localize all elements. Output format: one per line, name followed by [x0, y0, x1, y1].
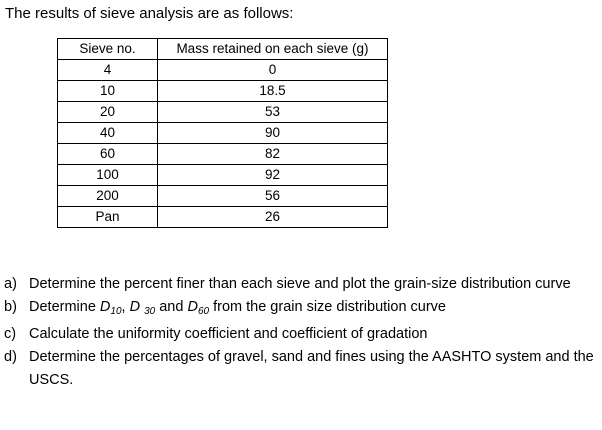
question-b-text	[29, 296, 596, 323]
question-c-marker: c)	[4, 326, 17, 342]
question-d	[4, 346, 596, 392]
question-b-marker: b)	[4, 299, 17, 315]
table-row	[58, 81, 388, 102]
mass-retained-cell: 56	[158, 186, 388, 207]
d30-subscript: 30	[144, 306, 156, 317]
question-c	[4, 323, 596, 346]
header-sieve-no: Sieve no.	[58, 39, 158, 60]
mass-retained-cell: 92	[158, 165, 388, 186]
d60-symbol: D	[187, 299, 198, 315]
d10-symbol: D	[99, 299, 111, 315]
question-a-text: Determine the percent finer than each sieve and plot the grain-size distribution curve	[29, 276, 571, 292]
question-d-marker: d)	[4, 349, 17, 365]
sieve-no-cell: 20	[58, 102, 158, 123]
table-header-row	[58, 39, 388, 60]
table-row	[58, 207, 388, 228]
header-mass-retained: Mass retained on each sieve (g)	[158, 39, 388, 60]
mass-retained-cell: 18.5	[158, 81, 388, 102]
question-b	[4, 296, 596, 323]
table-row	[58, 165, 388, 186]
sieve-no-cell: 200	[58, 186, 158, 207]
sieve-no-cell: 60	[58, 144, 158, 165]
sieve-analysis-table	[57, 38, 388, 228]
table-row	[58, 102, 388, 123]
table-row	[58, 60, 388, 81]
question-a-marker: a)	[4, 276, 17, 292]
d60-subscript: 60	[197, 306, 210, 317]
mass-retained-cell: 26	[158, 207, 388, 228]
question-d-text: Determine the percentages of gravel, sand and fines using the AASHTO system and the USCS.	[29, 349, 594, 388]
question-list	[4, 273, 596, 392]
sieve-no-cell: 4	[58, 60, 158, 81]
question-b-separator-2: and	[155, 299, 188, 315]
d10-subscript: 10	[110, 306, 122, 317]
sieve-no-cell: 10	[58, 81, 158, 102]
sieve-no-cell: Pan	[58, 207, 158, 228]
problem-intro: The results of sieve analysis are as follows:	[5, 5, 294, 22]
table-row	[58, 186, 388, 207]
sieve-no-cell: 40	[58, 123, 158, 144]
question-c-text: Calculate the uniformity coefficient and coefficient of gradation	[29, 326, 428, 342]
mass-retained-cell: 0	[158, 60, 388, 81]
table-row	[58, 123, 388, 144]
question-b-separator-1: ,	[121, 299, 130, 315]
mass-retained-cell: 53	[158, 102, 388, 123]
sieve-no-cell: 100	[58, 165, 158, 186]
mass-retained-cell: 90	[158, 123, 388, 144]
question-b-suffix: from the grain size distribution curve	[209, 299, 446, 315]
question-b-prefix: Determine	[29, 299, 100, 315]
mass-retained-cell: 82	[158, 144, 388, 165]
d30-symbol: D	[129, 299, 141, 315]
question-a	[4, 273, 596, 296]
table-row	[58, 144, 388, 165]
